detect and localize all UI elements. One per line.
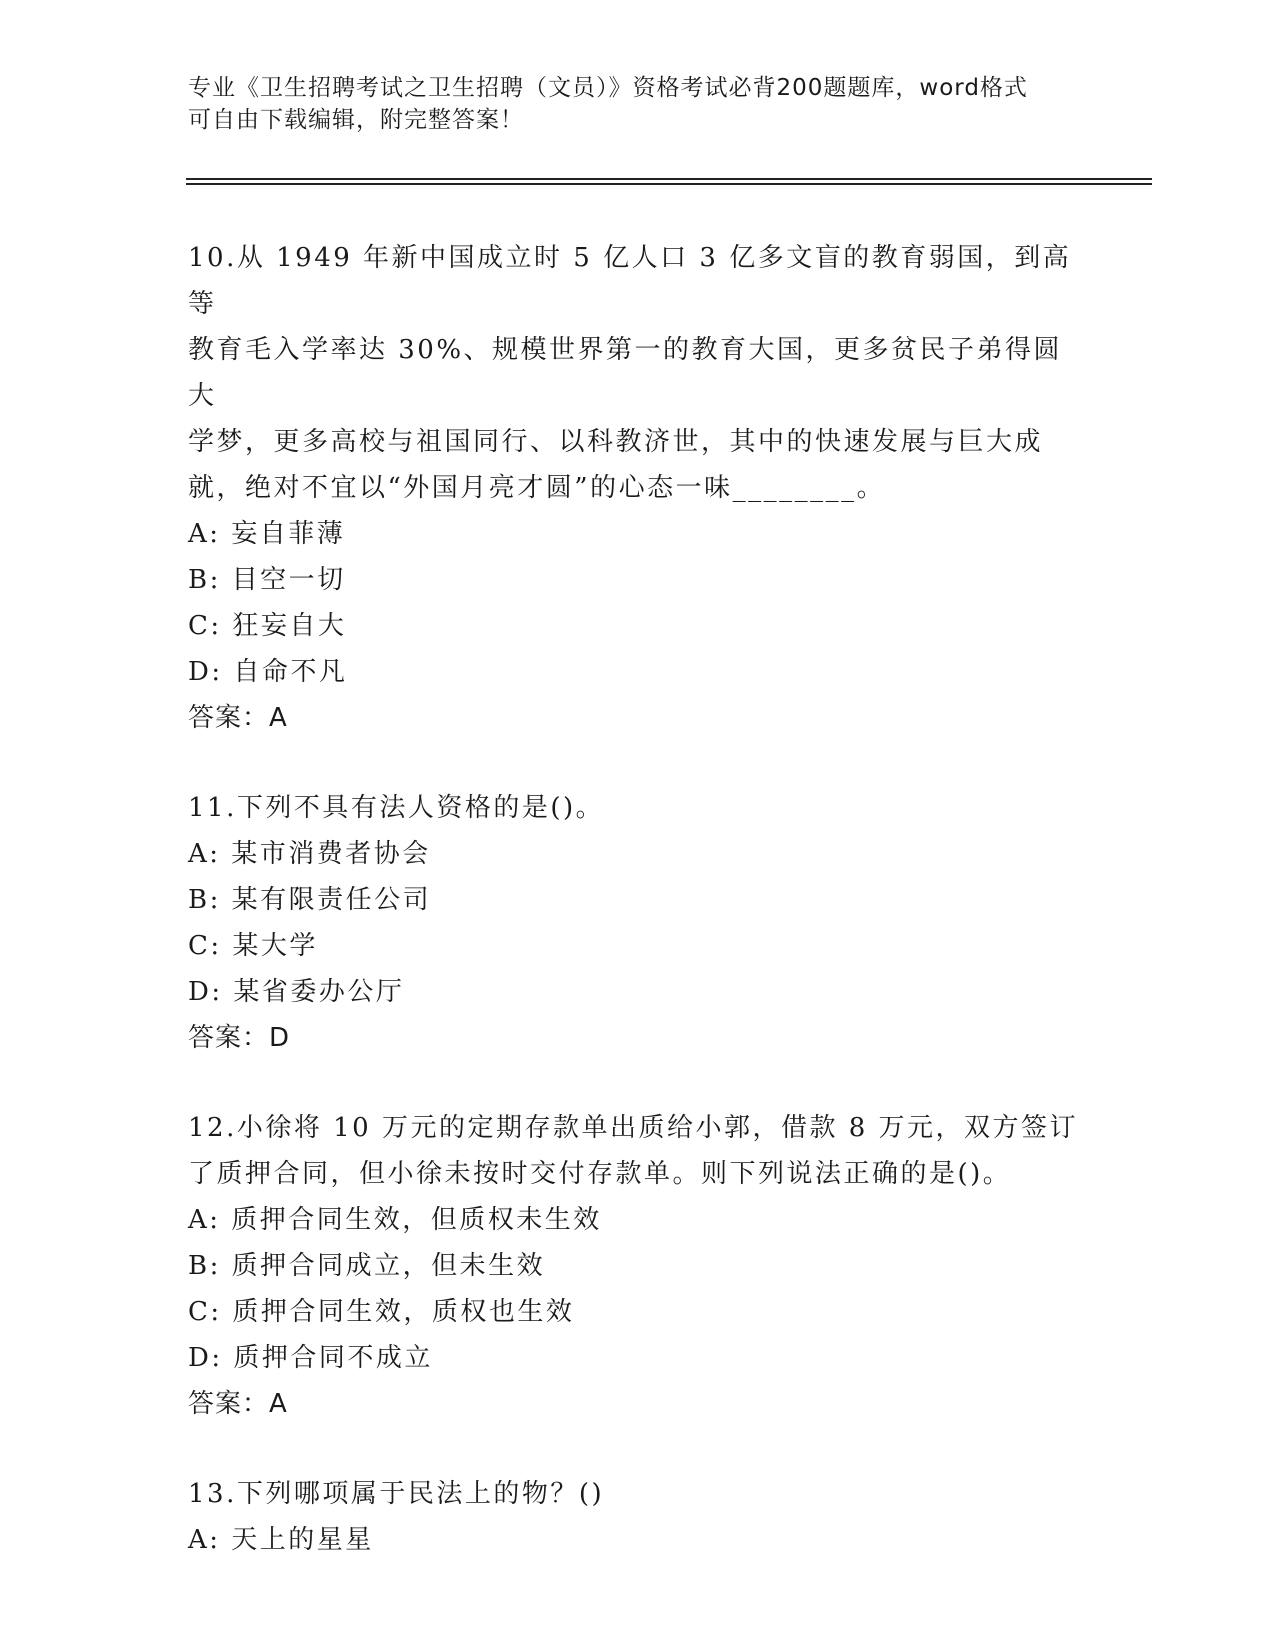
option-d: D: 质押合同不成立 xyxy=(188,1343,433,1373)
question-stem-line: 就，绝对不宜以“外国月亮才圆”的心态一味________。 xyxy=(188,473,886,503)
option-a: A: 某市消费者协会 xyxy=(188,839,431,869)
question-stem-line: 10.从 1949 年新中国成立时 5 亿人口 3 亿多文盲的教育弱国，到高等 xyxy=(188,243,1072,319)
option-a: A: 妄自菲薄 xyxy=(188,519,346,549)
question-13 xyxy=(188,1471,1088,1563)
answer-line: 答案：D xyxy=(188,1023,291,1053)
option-c: C: 某大学 xyxy=(188,931,318,961)
option-a: A: 质押合同生效，但质权未生效 xyxy=(188,1205,602,1235)
question-stem-line: 11.下列不具有法人资格的是()。 xyxy=(188,793,605,823)
option-d: D: 某省委办公厅 xyxy=(188,977,405,1007)
answer-line: 答案：A xyxy=(188,1389,288,1419)
question-stem-line: 学梦，更多高校与祖国同行、以科教济世，其中的快速发展与巨大成 xyxy=(188,427,1044,457)
option-b: B: 质押合同成立，但未生效 xyxy=(188,1251,546,1281)
answer-line: 答案：A xyxy=(188,703,288,733)
header-rule-bottom xyxy=(186,183,1152,185)
question-11 xyxy=(188,785,1088,1061)
header-line-1: 专业《卫生招聘考试之卫生招聘（文员）》资格考试必背200题题库，word格式 xyxy=(188,75,1028,101)
question-stem-line: 13.下列哪项属于民法上的物？() xyxy=(188,1479,605,1509)
question-12 xyxy=(188,1105,1088,1427)
question-stem-line: 了质押合同，但小徐未按时交付存款单。则下列说法正确的是()。 xyxy=(188,1159,1012,1189)
option-b: B: 目空一切 xyxy=(188,565,346,595)
option-a: A: 天上的星星 xyxy=(188,1525,374,1555)
option-d: D: 自命不凡 xyxy=(188,657,348,687)
header-rule-top xyxy=(186,178,1152,180)
option-b: B: 某有限责任公司 xyxy=(188,885,432,915)
option-c: C: 狂妄自大 xyxy=(188,611,347,641)
header-line-2: 可自由下载编辑，附完整答案！ xyxy=(188,107,524,133)
question-stem-line: 12.小徐将 10 万元的定期存款单出质给小郭，借款 8 万元，双方签订 xyxy=(188,1113,1079,1143)
question-list xyxy=(188,235,1088,1607)
question-stem-line: 教育毛入学率达 30%、规模世界第一的教育大国，更多贫民子弟得圆大 xyxy=(188,335,1063,411)
question-10 xyxy=(188,235,1088,741)
document-header xyxy=(188,72,1088,136)
option-c: C: 质押合同生效，质权也生效 xyxy=(188,1297,575,1327)
